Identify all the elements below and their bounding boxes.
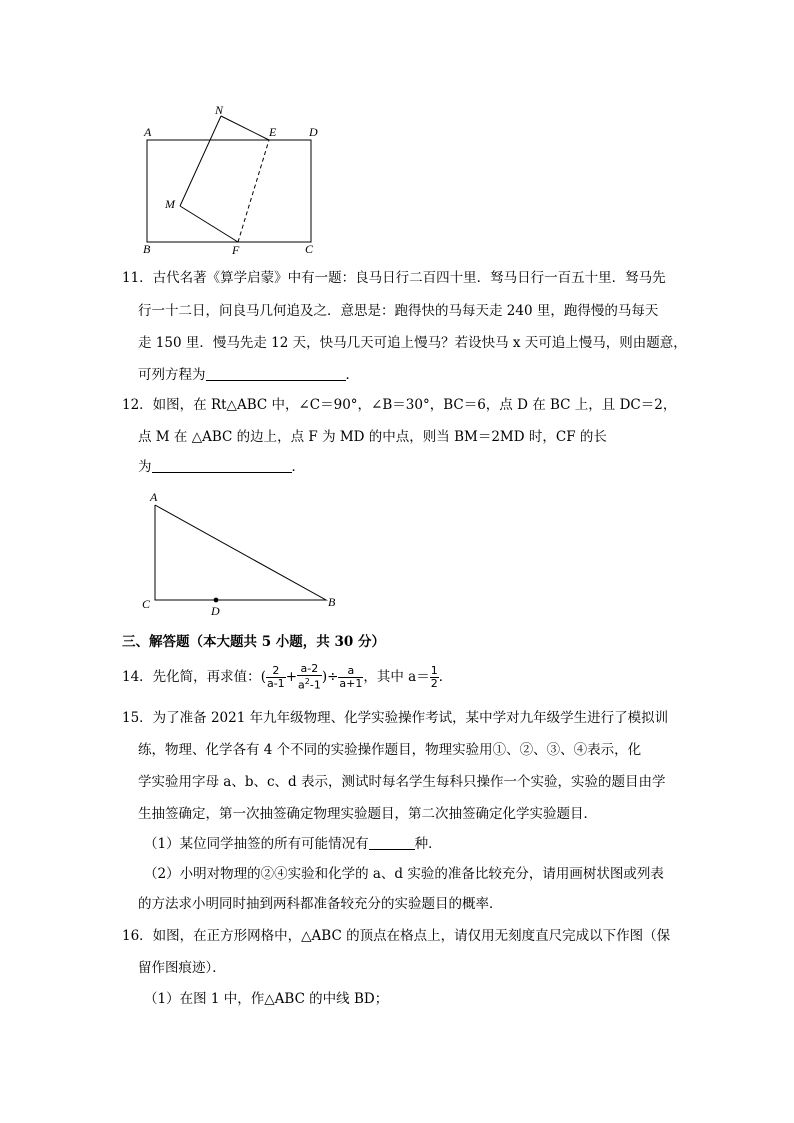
q15-line-1: 15．为了准备 2021 年九年级物理、化学实验操作考试，某中学对九年级学生进行了模拟训 bbox=[122, 710, 669, 726]
q16-line-2: 留作图痕迹）． bbox=[138, 960, 226, 976]
label-C: C bbox=[305, 242, 314, 256]
q14-close-paren: ) bbox=[321, 669, 328, 685]
label-D: D bbox=[309, 125, 318, 139]
q12-end: ． bbox=[291, 459, 305, 475]
q12-line-2: 点 M 在 △ABC 的边上，点 F 为 MD 的中点，则当 BM＝2MD 时，CF 的长 bbox=[138, 429, 607, 445]
q15-sub1-end: 种． bbox=[414, 836, 442, 852]
q14-fraction-1 bbox=[266, 665, 286, 690]
q14-end: ． bbox=[438, 669, 453, 685]
figure-rectangle bbox=[135, 100, 335, 260]
q14-plus: + bbox=[285, 669, 297, 685]
q14-f3-num: a bbox=[338, 665, 363, 678]
q14-fraction-2 bbox=[297, 663, 322, 692]
q14-f2-den-exp: 2 bbox=[304, 677, 310, 687]
q15-sub1-text: （1）某位同学抽签的所有可能情况有 bbox=[144, 836, 369, 852]
label-B2: B bbox=[328, 595, 336, 609]
label-E: E bbox=[269, 125, 277, 139]
figure-triangle bbox=[138, 485, 348, 615]
label-A2: A bbox=[150, 490, 158, 504]
label-F: F bbox=[232, 243, 240, 257]
q12-line-3 bbox=[138, 457, 305, 477]
label-D2: D bbox=[211, 604, 220, 615]
q14-val-num: 1 bbox=[430, 664, 438, 677]
q15-line-3: 学实验用字母 a、b、c、d 表示，测试时每名学生每科只操作一个实验，实验的题目由学 bbox=[138, 774, 666, 790]
label-B: B bbox=[143, 242, 151, 256]
q15-line-4: 生抽签确定，第一次抽签确定物理实验题目，第二次抽签确定化学实验题目． bbox=[138, 806, 597, 822]
q11-line-4-text: 可列方程为 bbox=[138, 367, 206, 383]
q12-line-1: 12．如图，在 Rt△ABC 中，∠C＝90°，∠B＝30°，BC＝6，点 D 在 BC 上，且 DC＝2， bbox=[122, 397, 677, 413]
q14-divide: ÷ bbox=[327, 669, 339, 685]
q15-sub-2-line-2: 的方法求小明同时抽到两科都准备较充分的实验题目的概率． bbox=[138, 896, 503, 912]
triangle-abc bbox=[155, 505, 326, 600]
q11-line-4 bbox=[138, 365, 359, 385]
q11-line-3: 走 150 里．慢马先走 12 天，快马几天可追上慢马？若设快马 x 天可追上慢马，则由题意， bbox=[138, 335, 687, 351]
q11-answer-blank[interactable] bbox=[206, 366, 346, 381]
label-C2: C bbox=[142, 597, 151, 611]
q11-end: ． bbox=[345, 367, 359, 383]
q15-sub-2-line-1: （2）小明对物理的②④实验和化学的 a、d 实验的准备比较充分，请用画树状图或列表 bbox=[144, 866, 664, 882]
q16-line-1: 16．如图，在正方形网格中，△ABC 的顶点在格点上，请仅用无刻度直尺完成以下作图（保 bbox=[122, 928, 671, 944]
q15-sub1-blank[interactable] bbox=[369, 835, 415, 850]
q11-line-1: 11．古代名著《算学启蒙》中有一题：良马日行二百四十里．驽马日行一百五十里．驽马先 bbox=[122, 270, 666, 286]
q14-f2-den bbox=[297, 676, 322, 692]
q12-answer-blank[interactable] bbox=[152, 458, 292, 473]
label-N: N bbox=[215, 103, 224, 117]
label-A: A bbox=[144, 125, 152, 139]
section-3-title: 三、解答题（本大题共 5 小题，共 30 分） bbox=[122, 634, 385, 650]
q15-sub-1 bbox=[144, 834, 442, 854]
q14-fraction-3 bbox=[338, 665, 363, 690]
q14-f3-den: a+1 bbox=[339, 677, 363, 690]
rectangle-abcd bbox=[147, 140, 311, 242]
q14-f1-den: a-1 bbox=[266, 677, 285, 690]
q14-prefix: 14．先化简，再求值： bbox=[122, 669, 261, 685]
question-14 bbox=[122, 660, 452, 694]
q11-line-2: 行一十二日，问良马几何追及之．意思是：跑得快的马每天走 240 里，跑得慢的马每天 bbox=[138, 303, 659, 319]
point-d bbox=[214, 598, 219, 603]
q15-line-2: 练，物理、化学各有 4 个不同的实验操作题目，物理实验用①、②、③、④表示，化 bbox=[138, 742, 642, 758]
q14-f2-num: a-2 bbox=[297, 663, 322, 676]
q14-f2-den-tail: -1 bbox=[309, 678, 321, 692]
q14-f1-num: 2 bbox=[266, 665, 286, 678]
q14-open-paren: ( bbox=[260, 669, 266, 685]
q14-val-den: 2 bbox=[430, 677, 438, 690]
label-M: M bbox=[165, 197, 175, 211]
square-nmfe bbox=[180, 116, 269, 242]
q12-line-3-text: 为 bbox=[138, 459, 152, 475]
q14-f2-den-base: a bbox=[298, 678, 305, 692]
q14-where: ，其中 a＝ bbox=[363, 669, 430, 685]
q14-value-fraction bbox=[430, 665, 439, 690]
q16-sub-1: （1）在图 1 中，作△ABC 的中线 BD； bbox=[144, 991, 389, 1007]
